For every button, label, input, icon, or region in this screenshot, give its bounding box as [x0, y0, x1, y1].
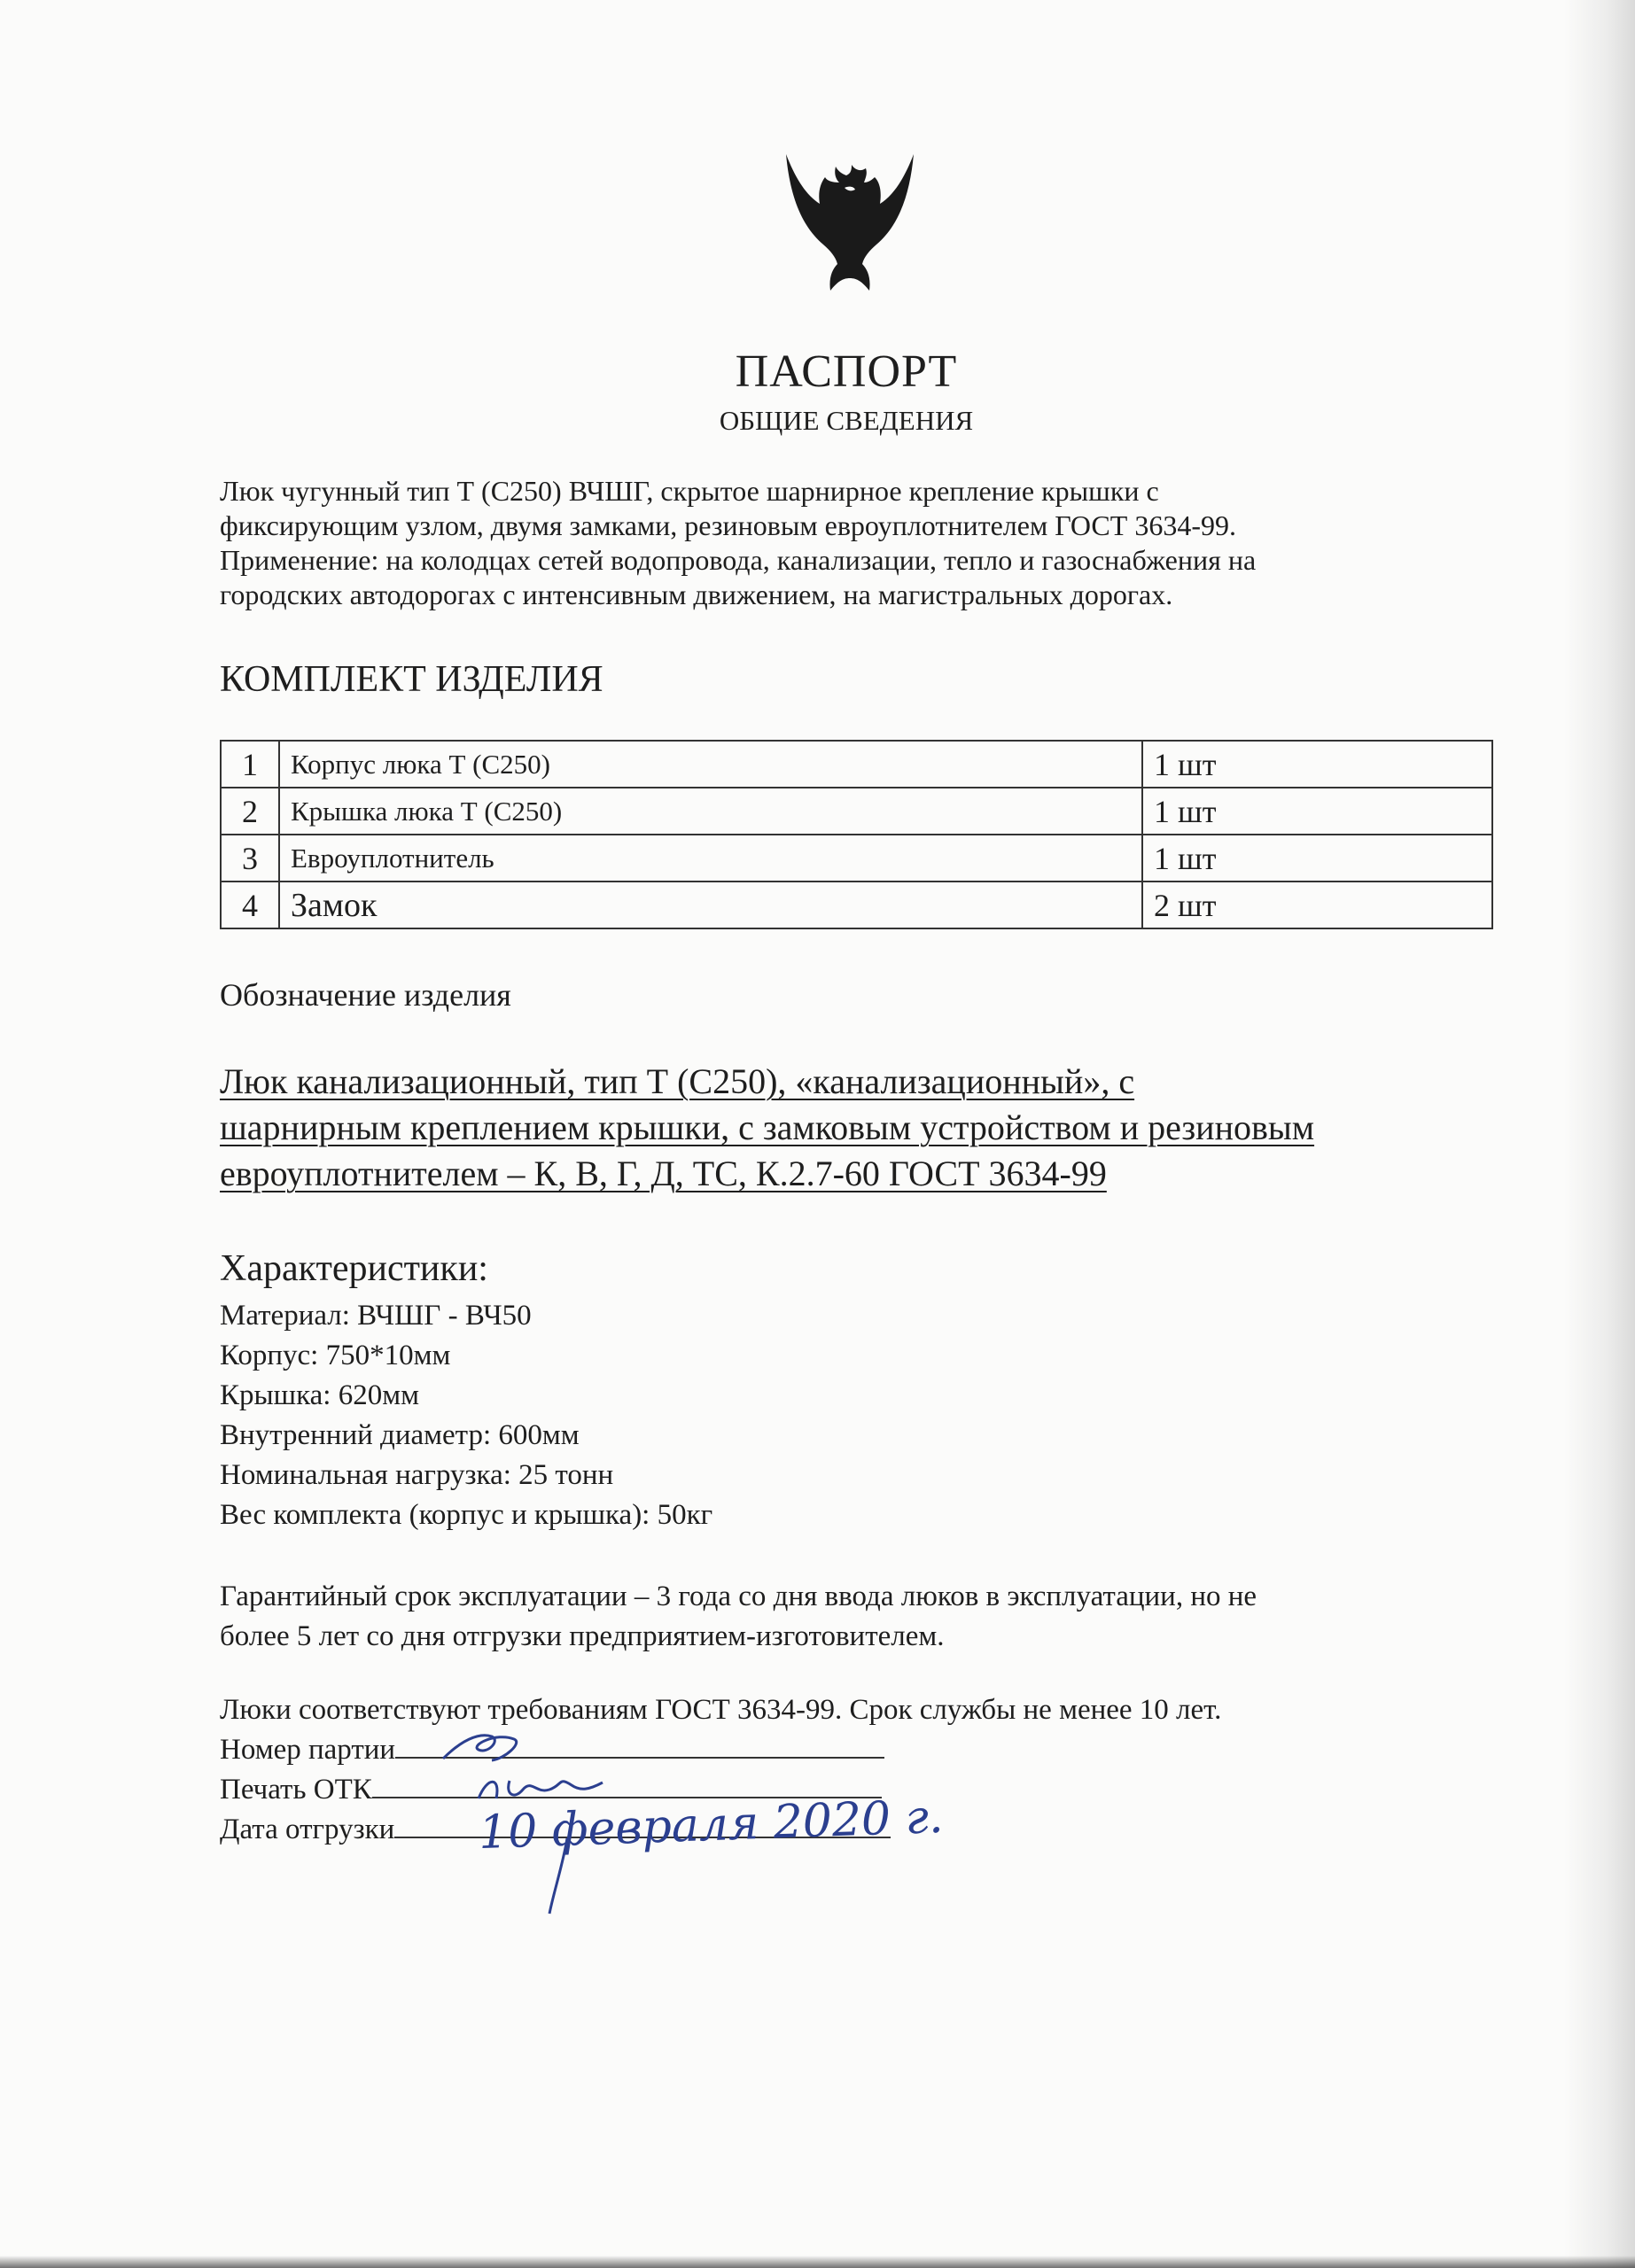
list-item: Крышка: 620мм [220, 1379, 419, 1411]
row-quantity: 1 шт [1142, 741, 1492, 788]
intro-line: Люк чугунный тип Т (С250) ВЧШГ, скрытое шарнирное крепление крышки с [220, 475, 1159, 507]
list-item: Вес комплекта (корпус и крышка): 50кг [220, 1499, 713, 1531]
list-item: Номинальная нагрузка: 25 тонн [220, 1459, 614, 1491]
warranty-line: более 5 лет со дня отгрузки предприятием-изготовителем. [220, 1620, 945, 1652]
list-item: Материал: ВЧШГ - ВЧ50 [220, 1300, 532, 1332]
conformity-statement: Люки соответствуют требованиям ГОСТ 3634-99. Срок службы не менее 10 лет. [220, 1694, 1222, 1726]
batch-number-label: Номер партии [220, 1734, 396, 1766]
designation-line: Люк канализационный, тип Т (С250), «канализационный», с [220, 1061, 1135, 1101]
scan-edge-shadow [1564, 0, 1635, 2268]
ship-date-flourish-icon [532, 1838, 585, 1922]
designation-heading: Обозначение изделия [220, 977, 511, 1013]
intro-paragraph [220, 474, 1496, 612]
row-quantity: 1 шт [1142, 788, 1492, 835]
table-row [221, 835, 1492, 882]
ship-date-handwritten: 10 февраля 2020 г. [478, 1790, 945, 1860]
scan-bottom-edge [0, 2256, 1635, 2268]
document-title: ПАСПОРТ [735, 346, 958, 397]
row-quantity: 2 шт [1142, 882, 1492, 928]
kit-heading: КОМПЛЕКТ ИЗДЕЛИЯ [220, 659, 603, 700]
characteristics-list [220, 1296, 712, 1535]
table-row [221, 741, 1492, 788]
table-row [221, 788, 1492, 835]
kit-table [220, 740, 1493, 929]
qc-stamp-label: Печать ОТК [220, 1774, 372, 1806]
list-item: Внутренний диаметр: 600мм [220, 1419, 580, 1451]
document-subtitle: ОБЩИЕ СВЕДЕНИЯ [719, 405, 974, 436]
designation-text [220, 1059, 1514, 1197]
row-item-name: Замок [279, 882, 1142, 928]
row-item-name: Корпус люка Т (С250) [279, 741, 1142, 788]
ship-date-label: Дата отгрузки [220, 1814, 395, 1845]
row-item-name: Крышка люка Т (С250) [279, 788, 1142, 835]
intro-line: фиксирующим узлом, двумя замками, резиновым евроуплотнителем ГОСТ 3634-99. [220, 509, 1236, 541]
row-quantity: 1 шт [1142, 835, 1492, 882]
characteristics-heading: Характеристики: [220, 1248, 488, 1289]
row-number: 2 [221, 788, 279, 835]
designation-line: шарнирным креплением крышки, с замковым устройством и резиновым [220, 1107, 1315, 1147]
row-number: 4 [221, 882, 279, 928]
warranty-paragraph [220, 1577, 1522, 1657]
intro-line: Применение: на колодцах сетей водопровода, канализации, тепло и газоснабжения на [220, 544, 1257, 576]
table-row [221, 882, 1492, 928]
row-item-name: Евроуплотнитель [279, 835, 1142, 882]
list-item: Корпус: 750*10мм [220, 1340, 451, 1371]
eagle-logo-icon [784, 149, 915, 301]
warranty-line: Гарантийный срок эксплуатации – 3 года со дня ввода люков в эксплуатации, но не [220, 1581, 1257, 1612]
row-number: 3 [221, 835, 279, 882]
intro-line: городских автодорогах с интенсивным движением, на магистральных дорогах. [220, 579, 1173, 610]
designation-line: евроуплотнителем – К, В, Г, Д, ТС, К.2.7-60 ГОСТ 3634-99 [220, 1153, 1107, 1193]
row-number: 1 [221, 741, 279, 788]
